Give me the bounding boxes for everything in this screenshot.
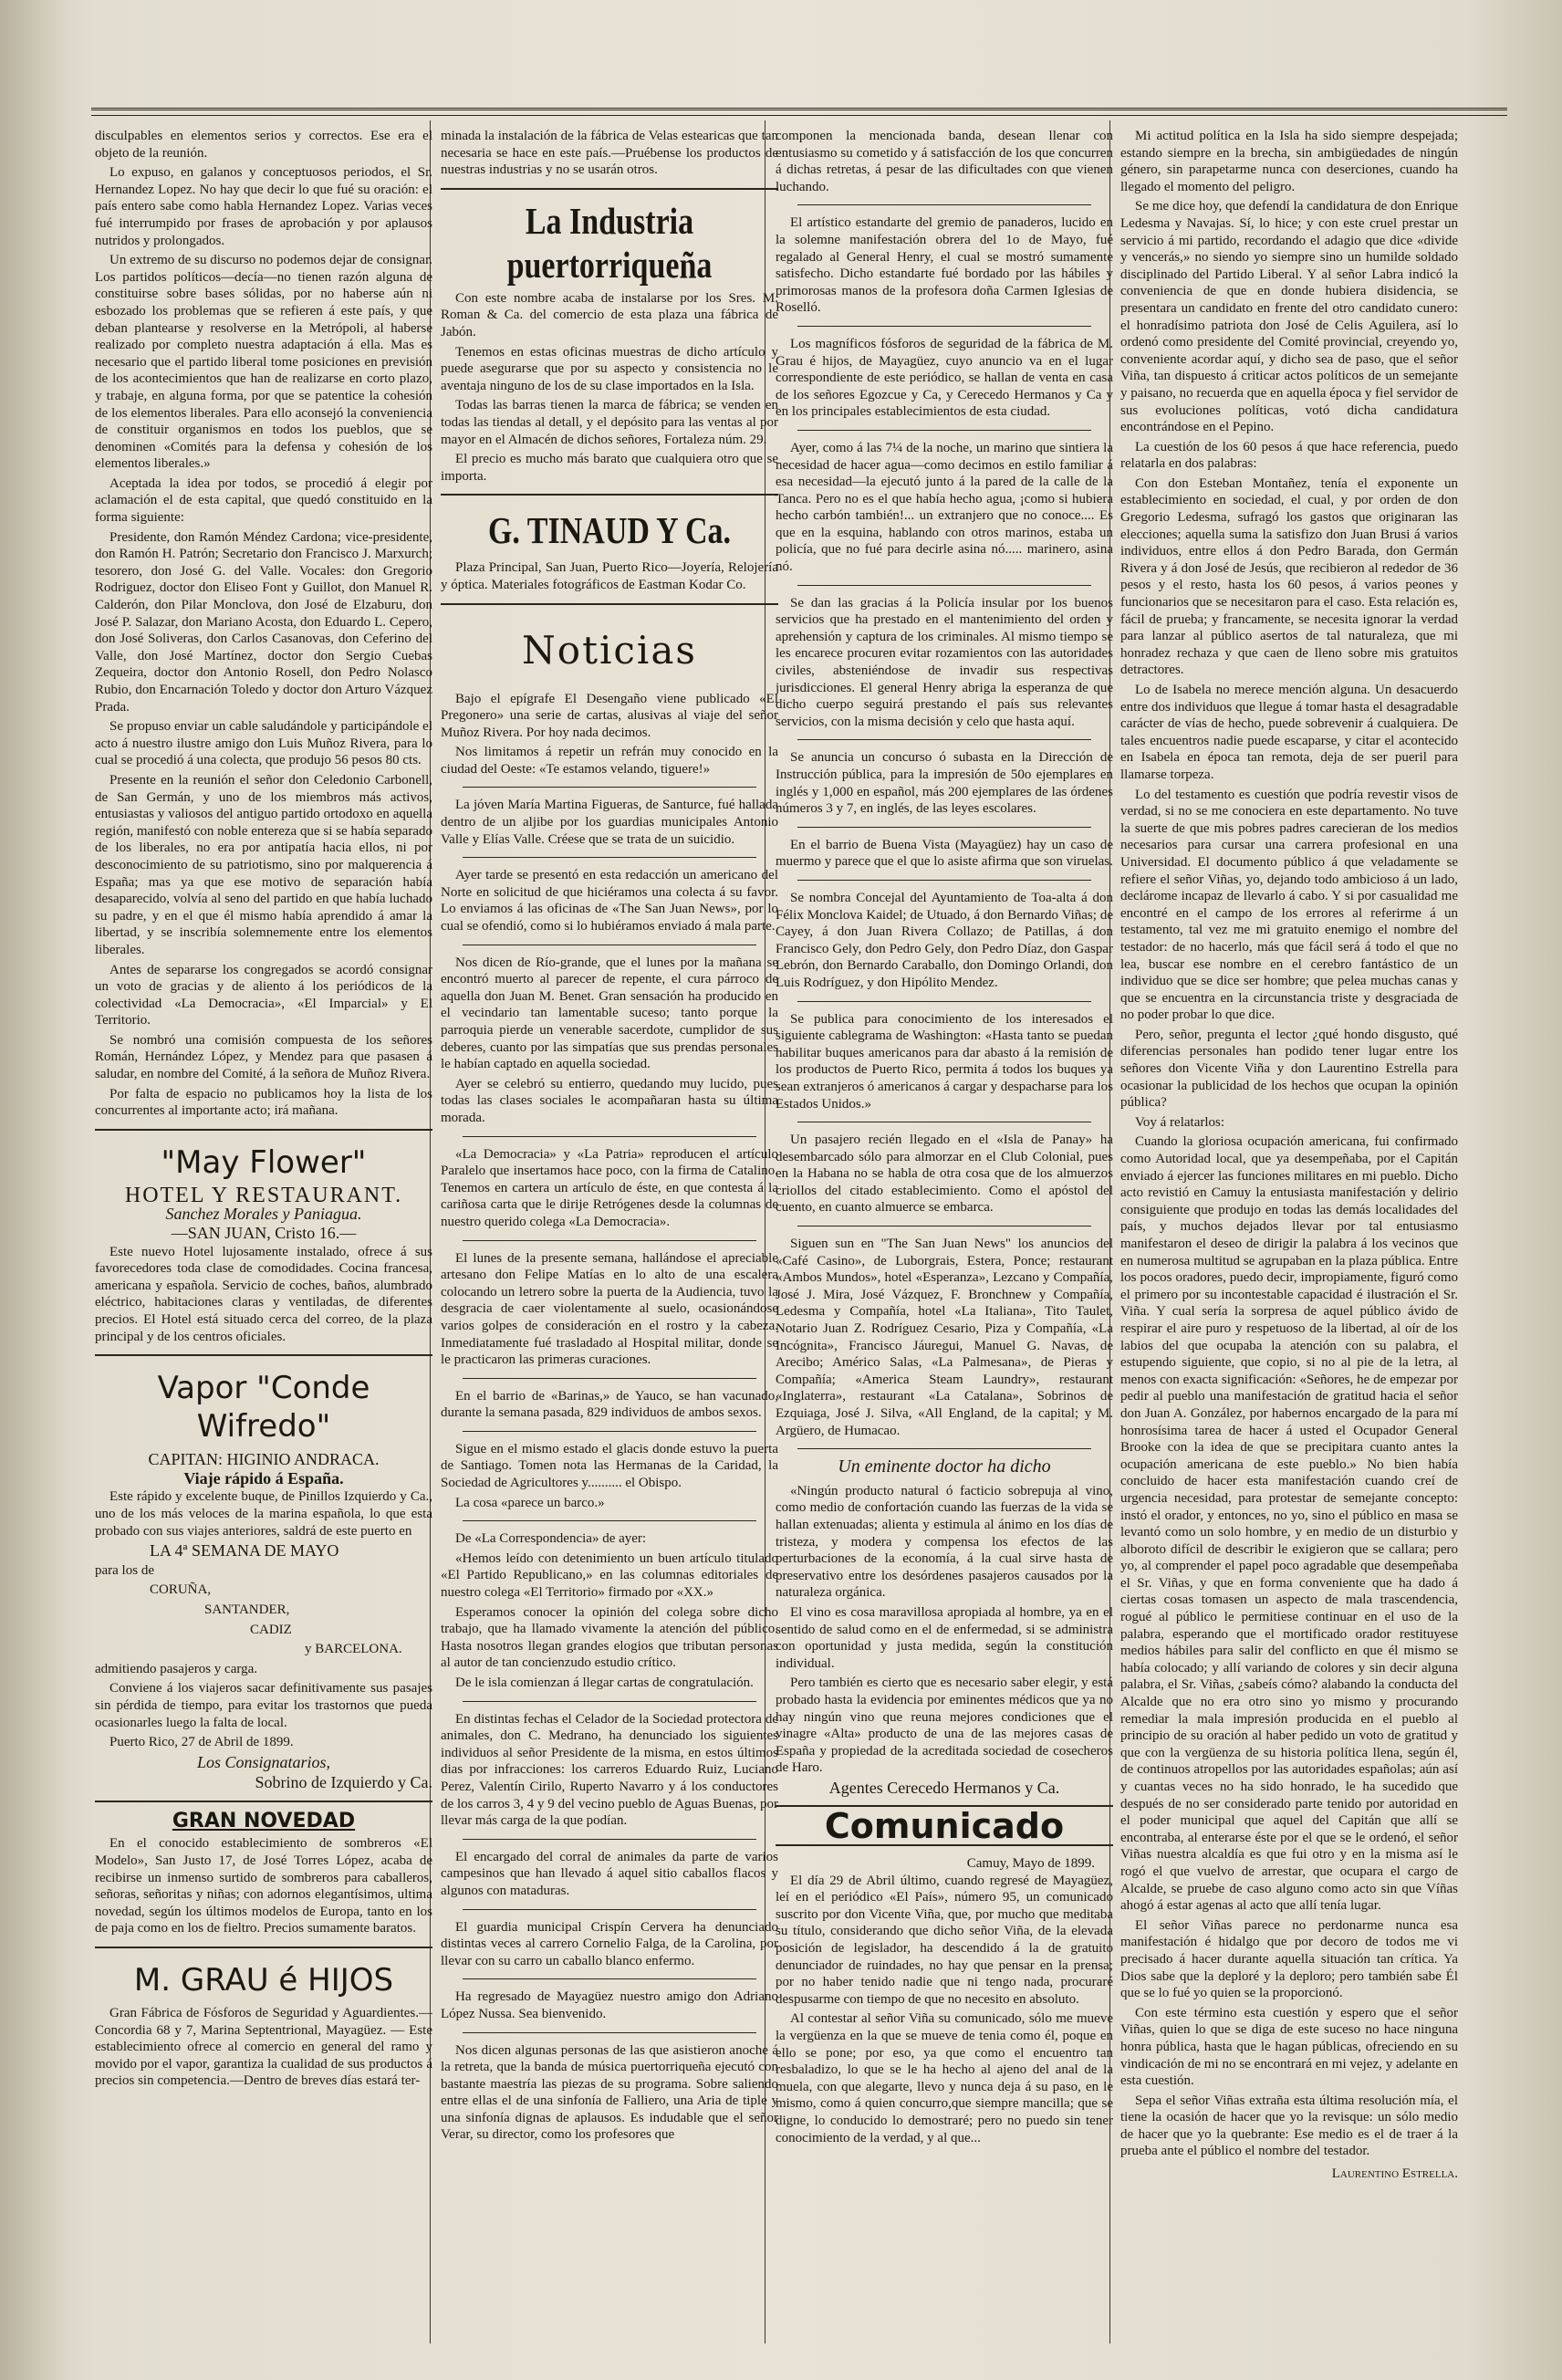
ad-trip: Viaje rápido á España. [183, 1468, 344, 1488]
article-paragraph: Pero también es cierto que es necesario saber elegir, y está probado hasta la evidencia por eminentes médicos que ya no hay ningún vino que reuna mejores condiciones que el vinagre «Alta» producto de una de las mejores casas de España y propiedad de la acreditada sociedad de cosecheros de Haro. [776, 1675, 1113, 1776]
article-paragraph: Aceptada la idea por todos, se procedió á elegir por aclamación el de esta capital, que quedó constituido en la forma siguiente: [95, 475, 432, 526]
divider [95, 1801, 432, 1802]
article-paragraph: Se propuso enviar un cable saludándole y participándole el acto á nuestro ilustre amigo don Luis Muñoz Rivera, para lo cual se procedió á una colecta, que produjo 56 pesos 80 cts. [95, 719, 432, 768]
divider [797, 204, 1091, 205]
ad-port: y BARCELONA. [305, 1642, 402, 1657]
section-title-comunicado: Comunicado [824, 1806, 1065, 1847]
divider [463, 1136, 756, 1137]
divider [441, 603, 778, 605]
divider [797, 430, 1091, 431]
ad-body: Este nuevo Hotel lujosamente instalado, ofrece á sus favorecedores toda clase de comodidades. Cocina francesa, americana y española. Servicio de coches, baños, alumbrado eléctrico, habitaciones claras y ventiladas, de diferentes precios. El Hotel está situado cerca del correo, de la plaza principal y de los centros oficiales. [95, 1244, 432, 1344]
article-paragraph: Sepa el señor Viñas extraña esta última resolución mía, el tiene la ocasión de hacer que yo la revisque: un sólo medio de hacer que yo la quebrante: Ese medio es el de traer á la prueba ante el público el nombre del testador. [1120, 2093, 1458, 2159]
ad-body: Plaza Principal, San Juan, Puerto Rico—Joyería, Relojería y óptica. Materiales fotográficos de Eastman Kodar Co. [441, 560, 778, 592]
article-paragraph: minada la instalación de la fábrica de Velas estearicas que tan necesaria se hace en este país.—Pruébense los productos de nuestras industrias y no se usarán otros. [441, 129, 778, 178]
news-item: El guardia municipal Crispín Cervera ha denunciado distintas veces al carrero Cornelio Falga, de la Carolina, por llevar con su carro un caballo blanco enfermo. [441, 1919, 778, 1968]
ad-body: Este rápido y excelente buque, de Pinillos Izquierdo y Ca., uno de los más veloces de la marina española, lo que esta probado con sus viajes anteriores, saldrá de este puerto en [95, 1489, 432, 1539]
news-item: Esperamos conocer la opinión del colega sobre dicho trabajo, que ha llamado vivamente la atención del público. Hasta nosotros llegan grandes elogios que tributan personas al autor de tan concienzudo estudio crítico. [441, 1604, 778, 1671]
divider [463, 857, 756, 858]
article-paragraph: Se nombró una comisión compuesta de los señores Román, Hernández López, y Mendez para que pasasen á saludar, en nombre del Comité, á la señora de Muñoz Rivera. [95, 1032, 432, 1082]
dateline: Camuy, Mayo de 1899. [966, 1856, 1095, 1872]
ad-body: Gran Fábrica de Fósforos de Seguridad y Aguardientes.—Concordia 68 y 7, Marina Septentrional, Mayagüez. — Este establecimiento ofrece al comercio en general del ramo y movido por el vapor, garantiza la cualidad de sus productos á precios sin competencia.—Dentro de breves días estará ter- [95, 2006, 432, 2089]
divider [797, 1001, 1091, 1002]
ad-title-vapor: Vapor "Conde Wifredo" [157, 1370, 370, 1446]
divider [797, 827, 1091, 828]
news-item: En distintas fechas el Celador de la Sociedad protectora de animales, don C. Medrano, ha denunciado los siguientes individuos al señor Presidente de la misma, en estos últimos dias por infracciones: los carreros Eduardo Ruiz, Luciano Perez, Valentín Cirilo, Ruperto Navarro y á los conductores de los carros 3, 4 y 9 del vecino pueblo de Aguas Buenas, por llevar más carga de la que podían. [441, 1711, 778, 1829]
divider [463, 1378, 756, 1379]
article-paragraph: disculpables en elementos serios y correctos. Ese era el objeto de la reunión. [95, 129, 432, 161]
article-paragraph: Un extremo de su discurso no podemos dejar de consignar. Los partidos políticos—decía—no tienen razón alguna de constituirse sobre bases sólidas, por no haberse aún ni esbozado los problemas que se refieren á este país, y que deban plantearse y resolverse en la Metrópoli, al haberse realizado por completo nuestra adaptación á ella. Mas es necesario que el partido liberal tome posiciones en previsión de los acontecimientos que han de realizarse en corto plazo, y trabaje, en alguna forma, por que se patentice la cohesión de los elementos liberales. Para ello aconsejó la conveniencia de constituir organismos en todos los pueblos, que se denominen «Comités para la defensa y cohesión de los elementos liberales.» [95, 253, 432, 472]
divider [441, 494, 778, 496]
divider [797, 739, 1091, 740]
news-item: El artístico estandarte del gremio de panaderos, lucido en la solemne manifestación obrera del 1o de Mayo, fué regalado al General Henry, el cual se mostró sumamente satisfecho. Dicho estandarte fué bordado por las hábiles y primorosas manos de la profesora doña Carmen Iglesias de Roselló. [776, 215, 1113, 316]
divider [797, 1448, 1091, 1449]
top-rule-thin [91, 115, 1507, 116]
ad-line: admitiendo pasajeros y carga. [95, 1661, 257, 1676]
ad-port: CADIZ [250, 1622, 292, 1637]
column-4 [1120, 128, 1458, 2325]
divider [463, 787, 756, 788]
article-paragraph: El día 29 de Abril último, cuando regresé de Mayagüez, leí en el periódico «El País», número 95, un comunicado suscrito por don Vicente Viña, que, por mucho que meditaba su título, considerando que dicho señor Viña, de la elevada posición de legislador, ha descendido á la de gratuito denunciador de ruindades, no hay que pensar en la prensa; por no haber tenido nadie que ni tengo nada, procuraré despusarme con tiempo de que no necesito en absoluto. [776, 1873, 1113, 2007]
ad-signature: Sobrino de Izquierdo y Ca. [255, 1773, 432, 1792]
article-paragraph: Lo del testamento es cuestión que podría revestir visos de verdad, si no se me conociera en este departamento. No tuve la suerte de que mis pobres padres carecieran de los medios necesarios para cursar una carrera profesional en una Universidad. El documento público á que veladamente se refiere el señor Viñas, yo, dejando todo ambicioso á un lado, declárome incapaz de llevarlo á cabo. Y si por casualidad me encontré en el campo de los errores al referirme á un testamento, tal vez me mi gratuito enemigo el nombre del testador: de no hacerlo, más que fácil será á todo el que no lea, buscar ese nombre en el cerebro fantástico de un individuo que se dice ser hombre; que pelea muchas canas y que se encuentra en la circunstancia triste y desgraciada de no poder probar lo que dice. [1120, 787, 1458, 1023]
news-item: De «La Correspondencia» de ayer: [455, 1531, 647, 1547]
news-item: Se anuncia un concurso ó subasta en la Dirección de Instrucción pública, para la impresión de 50o ejemplares en inglés y 1,000 en español, más 200 ejemplares de las órdenes números 3 y 7, en inglés, de las leyes escolares. [776, 750, 1113, 817]
news-item: En el barrio de Buena Vista (Mayagüez) hay un caso de muermo y parece que el que lo asiste afirma que son viruelas. [776, 837, 1113, 870]
article-paragraph: Al contestar al señor Viña su comunicado, sólo me mueve la vergüenza en la que se mueve de tenia como él, poque en ello se pone; por eso, ya que como el encuentro tan resbaladizo, lo que se le ha hecho al ajeno del anal de la muela, con que alegarte, llevo y nunca deja á su paso, en le mismo, como á quien concurro,que siempre mancilla; que se digne, lo conducido lo demostraré; pero no puedo sin tener conocimiento de la verdad, y al que... [776, 2011, 1113, 2145]
ad-title-tinaud: G. TINAUD Y Ca. [487, 511, 732, 552]
news-item: «Hemos leído con detenimiento un buen artículo titulado «El Partido Republicano,» en las columnas editoriales de nuestro colega «El Territorio» firmado por «XX.» [441, 1550, 778, 1601]
ad-port: SANTANDER, [204, 1602, 290, 1617]
article-paragraph: El vino es cosa maravillosa apropiada al hombre, ya en el sentido de salud como en el de enfermedad, si se administra con oportunidad y justa medida, según la constitución individual. [776, 1604, 1113, 1671]
news-item: El lunes de la presente semana, hallándose el apreciable artesano don Felipe Matías en lo alto de una escalera colocando un letrero sobre la puerta de la Audiencia, tuvo la desgracia de caer violentamente al suelo, ocasionándose varios golpes de consideración en el rostro y la cabeza. Inmediatamente fué trasladado al Hospital militar, donde se le practicaron las primeras curaciones. [441, 1250, 778, 1368]
news-item: Nos limitamos á repetir un refrán muy conocido en la ciudad del Oeste: «Te estamos velando, tiguere!» [441, 745, 778, 777]
signature: Laurentino Estrella. [1331, 2166, 1458, 2182]
article-paragraph: Pero, señor, pregunta el lector ¿qué hondo disgusto, qué diferencias personales han podido tener lugar entre los señores don Vicente Viña y don Laurentino Estrella para ocasionar la publicidad de los hechos que ocupan la opinión pública? [1120, 1027, 1458, 1111]
column-1 [95, 128, 432, 2325]
agents-line: Agentes Cerecedo Hermanos y Ca. [828, 1778, 1060, 1797]
ad-owners: Sanchez Morales y Paniagua. [165, 1205, 362, 1224]
page-edge-stain [0, 0, 64, 2380]
divider [463, 1431, 756, 1432]
article-paragraph: Presidente, don Ramón Méndez Cardona; vice-presidente, don Ramón H. Patrón; Secretario don Francisco J. Marxurch; tesorero, don José G. del Valle. Vocales: don Gregorio Rodriguez, doctor don Eliseo Font y Guillot, don Manuel R. Calderón, don Pilar Monclova, don José de Elzaburu, don José P. Salazar, don Mariano Acosta, don Eduardo L. Cepero, don José Soliveras, don Carlos Casanovas, don Ceferino del Valle, don José Martínez, doctor don Sergio Cuebas Zequeira, doctor don Antonio Rosell, don Pedro Nolasco Rubio, don Encarnación Toledo y doctor don Arturo Vázquez Prada. [95, 529, 432, 715]
divider [463, 1240, 756, 1241]
news-item: Ayer se celebró su entierro, quedando muy lucido, pues todas las clases sociales le acompañaran hasta su última morada. [441, 1076, 778, 1125]
news-item: «La Democracia» y «La Patria» reproducen el artículo Paralelo que insertamos hace poco, con la firma de Catalino. Tenemos en cartera un artículo de éste, en que contesta á la cariñosa carta que le dirije Retrógenes desde la columnas de nuestro querido colega «La Democracia». [441, 1146, 778, 1229]
ad-line: para los de [95, 1562, 154, 1578]
divider [95, 1354, 432, 1356]
news-item: Ayer tarde se presentó en esta redacción un americano del Norte en solicitud de que hiciéramos una colecta á su favor. Lo enviamos á las oficinas de «The San Juan News», por lo cual se ofendió, como si lo hubiéramos enviado á mala parte. [441, 868, 778, 934]
article-paragraph: Tenemos en estas oficinas muestras de dicho artículo y puede asegurarse que por su aspecto y consistencia no le aventaja ninguno de los de su clase importados en la Isla. [441, 344, 778, 393]
news-item: Se nombra Concejal del Ayuntamiento de Toa-alta á don Félix Monclova Kaidel; de Utuado, á don Bernardo Viñas; de Cayey, á don Juan Rivera Collazo; de Patillas, á don Francisco Gely, don Pedro Gely, don Pedro Díaz, don Gaspar Lebrón, don Bernardo Caraballo, don Domingo Orlandi, don Luis Rodríguez, y don Hipólito Mendez. [776, 890, 1113, 990]
divider [797, 585, 1091, 586]
divider [463, 1978, 756, 1979]
article-paragraph: Mi actitud política en la Isla ha sido siempre despejada; estando siempre en la brecha, sin ambigüedades de ningún género, sin parapetarme nunca con deserciones, cuando ha llegado el momento del peligro. [1120, 129, 1458, 194]
ad-port: CORUÑA, [150, 1582, 212, 1598]
ad-title-gran-novedad: GRAN NOVEDAD [172, 1809, 356, 1832]
article-paragraph: Cuando la gloriosa ocupación americana, fui confirmado como Autoridad local, que ya desempeñaba, por el Capitán enviado á ejercer las funciones militares en mi pueblo. Dicho acto revistió en Camuy la entusiasta manifestación y delirio consiguiente que produjo en todas las demás localidades del país, y muchos dejados llevar por tal entusiasmo manifestaron el deseo de dirigir la palabra á los vecinos que en numerosa multitud se agrupaban en la plaza pública. Entre los pocos oradores, puedo decir, impropiamente, figuró como el primero por su incontestable capacidad é ilustración el Sr. Viña. Y cual sería la sorpresa de aquel público ávido de respirar el aire puro y respetuoso de la libertad, al oír de los labios del que ocupaba la atención con su palabra, el estupendo siguiente, que copio, si no al pie de la letra, al menos con exacta significación: «Señores, he de empezar por pedir al pueblo una manifestación de gratitud hacia el señor don Juan A. González, por habernos encargado de la para mí honrosísima tarea de hacer á usted el Ocupador General Brooke con la idea de que se precipitara cuanto antes la ocupación americana de este pueblo.» No bien había concluido de hacer esta manifestación cuando creí de urgencia necesidad, para protestar de semejante concepto: instó el orador, y entonces, no yo, sino el público en masa se levantó como un solo hombre, y en medio de un disturbio y alboroto difícil de describir le exigieron que se callara; pero yo, al comprender el papel poco agradable que desempeñaba el Sr. Viñas, y que en forma conveniente que ha dado á ciertas cosas tomasen un aspecto de mala trascendencia, rogué al público le permitiese continuar en el uso de la palabra, esperando que el mortificado orador restituyese medios hábiles para salir del conflicto en que él mismo se había colocado; y allí variando de colores y sin decir alguna palabra, el Sr. Viñas, ¿sabeís cómo? alabando la conducta del Alcalde que no era otro sino yo mismo y procurando remediar la mala impresión producida en el pueblo al principio de su oración al haber pedido un voto de gratitud y que con la vergüenza de su historia política llena, según él, de continuos atropellos por las autoridades españolas; aún así y cuantas veces no ha sido honrado, le ha sucedido que después de no ser considerado parte tenido por autoridad en el poder municipal que aquel del Capitán que allí se encontraba, al enterarse éste por el que se le ordenó, el señor Viñas nuestra alcaldía es que fui otro y en la misma así le rogó el que vuelvo de arrestar, que ocupara el cargo de Alcalde, se pruebe de caso alguno como acto sin que Víñas ahogó á estar agenas al acto que allí tenía lugar. [1120, 1134, 1458, 1914]
divider [95, 1129, 432, 1131]
news-item: De le isla comienzan á llegar cartas de congratulación. [455, 1675, 754, 1690]
ad-place: Puerto Rico, 27 de Abril de 1899. [109, 1735, 294, 1750]
divider [463, 1520, 756, 1521]
article-paragraph: Lo de Isabela no merece mención alguna. Un desacuerdo entre dos individuos que llegue á tomar hasta el desagradable carácter de vías de hecho, puede sobrevenir á cualquiera. De tales encuentros nadie puede escaparse, y citar el acontecido en Isabela en época tan remota, deja de ser pueril para llamarse torpeza. [1120, 683, 1458, 782]
ad-captain: CAPITAN: HIGINIO ANDRACA. [148, 1450, 380, 1469]
headline-industria: La Industria puertorriqueña [506, 201, 713, 287]
ad-title-grau: M. GRAU é HIJOS [133, 1962, 394, 1999]
news-item: Nos dicen de Río-grande, que el lunes por la mañana se encontró muerto al parecer de repente, el cura párroco de aquella don Juan M. Benet. Gran sensación ha producido en el vecindario tan lamentable suceso; tanto porque la parroquia pierde un venerable sacerdote, cumplidor de sus deberes, cuanto por las simpatías que sus prendas personales le habían captado en aquella sociedad. [441, 955, 778, 1072]
column-3 [776, 128, 1113, 2325]
news-item: Sigue en el mismo estado el glacis donde estuvo la puerta de Santiago. Tomen nota las Hermanas de la Caridad, la Sociedad de Agricultores y.......... el Obispo. [441, 1441, 778, 1491]
ad-consignees: Los Consignatarios, [196, 1752, 331, 1771]
news-item: Ayer, como á las 7¼ de la noche, un marino que sintiera la necesidad de hacer agua—como decimos en estilo familiar á esa necesidad—la ejecutó junto á la pared de la calle de la Tanca. Pero no es el que había hecho agua, ¡como si hubiera hecho carbón también!... un extranjero que no conoce.... Es que en la esquina, hablando con otros marinos, estaba un policía, que no fué para decirle asina nó..... marinero, asina nó. [776, 440, 1113, 575]
news-item: Se dan las gracias á la Policía insular por los buenos servicios que ha prestado en el mantenimiento del orden y aprehensión y captura de los criminales. Al mismo tiempo se les encarece procuren evitar rozamientos con las autoridades civiles, absteniéndose de invadir sus respectivas jurisdicciones. El general Henry abriga la esperanza de que dicho cuerpo seguirá prestando el país sus relevantes servicios, con la misma decisión y celo que hasta aquí. [776, 595, 1113, 729]
news-item: Se publica para conocimiento de los interesados el siguiente cablegrama de Washington: «Hasta tanto se puedan habilitar buques americanos para dar abasto á la remisión de los productos de Puerto Rico, permita á todos los buques ya sean extranjeros ó americanos á cargar y despacharse para los Estados Unidos.» [776, 1011, 1113, 1112]
article-paragraph: «Ningún producto natural ó facticio sobrepuja al vino, como medio de confortación cuando las fuerzas de la vida se hallan extenuadas; alienta y estimula al ánimo en los días de tristeza, y modera y compensa los efectos de las perturbaciones de la economía, á la cual sirve hasta de preservativo entre los desórdenes pasajeros causados por la naturaleza orgánica. [776, 1483, 1113, 1601]
article-paragraph: Se me dice hoy, que defendí la candidatura de don Enrique Ledesma y Navajas. Sí, lo hice; y con este cruel prestar un servicio á mi partido, recordando el adagio que dice «divide y vencerás,» no siendo yo siempre sino un humilde soldado disciplinado del Partido Liberal. Y al señor Labra indicó la conveniencia de que en donde hubiera disidencia, se presentara un candidato en frente del otro candidato cunero: el honradísimo patriota don José de Celis Aguilera, así lo ordenó como presidente del Comité provincial, creyendo yo, conveniente acordar aquí, y dicho sea de paso, que el señor Viña, tan dispuesto á criticar actos políticos de un semejante y paisano, no recuerda que en aquella época y fiel servidor de sus evoluciones políticas, votó dicha candidatura encontrándose en el Pepino. [1120, 199, 1458, 435]
article-paragraph: Con este nombre acaba de instalarse por los Sres. M. Roman & Ca. del comercio de esta plaza una fábrica de Jabón. [441, 290, 778, 339]
article-paragraph: Presente en la reunión el señor don Celedonio Carbonell, de San Germán, y uno de los miembros más activos, entusiastas y valiosos del antiguo partido ortodoxo en aquella región, manifestó con noble entereza que si se había separado de los liberales, no era por antipatía hacia ellos, ni por desconocimiento de su patriotismo, sino por malquerencia á España; mas ya que ese motivo de separación había desaparecido, volvía al seno del partido en que había luchado su padre, y en el que él mismo había aprendido á amar la libertad, y se inscribía solemnemente entre los elementos liberales. [95, 772, 432, 957]
ad-note: Conviene á los viajeros sacar definitivamente sus pasajes sin pérdida de tiempo, para evitar los trastornos que pueda ocasionarles luego la falta de local. [95, 1681, 432, 1730]
ad-subtitle: HOTEL Y RESTAURANT. [124, 1183, 403, 1207]
article-paragraph: Con don Esteban Montañez, tenía el exponente un establecimiento en sociedad, el cual, y por orden de don Gregorio Ledesma, sufragó los gastos que originaran las elecciones; aquella suma la satisfizo don Juan Brusi á varios individuos, entre ellos á don Pedro Barada, don Germán Rivera y á don José de Jesús, que recibieron al rededor de 36 pesos y el resto, hasta los 60 pesos, á varios peones y funcionarios que se necesitaron para el caso. Esta relación es, fácil de prueba; y francamente, se necesita ignorar la verdad para lanzar al público asertos de tal naturaleza, que mi honradez rechaza y que caen de lleno sobre mis gratuitos detractores. [1120, 475, 1458, 678]
divider [797, 1226, 1091, 1227]
article-paragraph: El señor Viñas parece no perdonarme nunca esa manifestación é hidalgo que por decoro de todos me vi precisado á hacer durante aquella situación tan crítica. Ya Dios sabe que la deploré y la deploro; pero también sabe Él que se lo fué yo quien se la proporcionó. [1120, 1917, 1458, 2001]
article-paragraph: La cuestión de los 60 pesos á que hace referencia, puedo relatarla en dos palabras: [1120, 439, 1458, 472]
article-paragraph: Por falta de espacio no publicamos hoy la lista de los concurrentes al importante acto; irá mañana. [95, 1086, 432, 1119]
news-item: Bajo el epígrafe El Desengaño viene publicado «El Pregonero» una serie de cartas, alusivas al viaje del señor Muñoz Rivera. Por hoy nada decimos. [441, 691, 778, 740]
ad-body: En el conocido establecimiento de sombreros «El Modelo», San Justo 17, de José Torres López, acaba de recibirse un inmenso surtido de sombreros para caballeros, señoras, señoritas y niñas; con adornos elegantísimos, ultima novedad, según los últimos modelos de Europa, tanto en los de paja como en los de fieltro. Precios sumamente baratos. [95, 1836, 432, 1936]
article-paragraph: Con este término esta cuestión y espero que el señor Viñas, quien lo que se diga de este suceso no hace ninguna honra pública, hasta que le hagan públicas, ofreciendo en su vindicación de mi no se encontrará en mi vejez, y adelante en esta cuestión. [1120, 2005, 1458, 2089]
divider [95, 1947, 432, 1948]
divider [797, 326, 1091, 327]
divider [441, 188, 778, 190]
article-paragraph: Antes de separarse los congregados se acordó consignar un voto de gracias y de aliento á los periódicos de la colectividad «La Democracia», «El Imparcial» y El Territorio. [95, 962, 432, 1028]
article-paragraph: Lo expuso, en galanos y conceptuosos periodos, el Sr. Hernandez Lopez. No hay que decir lo que fué su oración: el país entero sabe como habla Hernandez Lopez. Varias veces fué interrumpido por frases de aprobación y por aplausos nutridos y prolongados. [95, 165, 432, 248]
ad-title-mayflower: "May Flower" [161, 1143, 367, 1181]
news-item: Un pasajero recién llegado en el «Isla de Panay» ha desembarcado sólo para almorzar en el Club Colonial, pues en la Habana no se habla de otra cosa que de los almuerzos criollos del citado establecimiento. Como el apóstol del cuento, en cuanto almuerce se embarca. [776, 1133, 1113, 1216]
news-item: Los magníficos fósforos de seguridad de la fábrica de M. Grau é hijos, de Mayagüez, cuyo anuncio va en el lugar correspondiente de este periódico, se hallan de venta en casa de los señores Egozcue y Ca, y Cerecedo Hermanos y Ca y en los principales establecimientos de esta ciudad. [776, 336, 1113, 420]
news-item: En el barrio de «Barinas,» de Yauco, se han vacunado, durante la semana pasada, 829 individuos de ambos sexos. [441, 1388, 778, 1421]
divider [797, 880, 1091, 881]
article-paragraph: Todas las barras tienen la marca de fábrica; se venden en todas las tiendas al detall, y el depósito para las ventas al por mayor en el Almacén de dichos señores, Fortaleza núm. 29. [441, 398, 778, 447]
column-2 [441, 128, 778, 2325]
article-paragraph: Voy á relatarlos: [1135, 1114, 1225, 1130]
news-item: componen la mencionada banda, desean llenar con entusiasmo su cometido y á satisfacción de los que concurren á dichas retretas, á pesar de las dificultades con que vienen luchando. [776, 129, 1113, 194]
ad-address: —SAN JUAN, Cristo 16.— [171, 1224, 357, 1243]
news-item: El encargado del corral de animales da parte de varios campesinos que han llevado á aquel sitio caballos flacos y algunos con mataduras. [441, 1849, 778, 1898]
section-title-noticias: Noticias [522, 627, 697, 673]
divider [463, 1701, 756, 1702]
news-item: Siguen sun en "The San Juan News" los anuncios del «Café Casino», de Luborgrais, Estera, Ponce; restaurant «Ambos Mundos», hotel «Esperanza», Lezcano y Compañía, José J. Mira, José Vázquez, F. Bronchnew y Compañía, Ledesma y Compañía, hotel «La Italiana», Tito Taulet, Notario Juan Z. Rodríguez Cesario, Piza y Compañía, «La Incógnita», Francisco Jáuregui, Manuel G. Navas, de Arecibo; Américo Salas, «La Palmesana», de Pieras y Compañía; «America Steam Laundry», restaurant «Inglaterra», restaurant «La Catalana», Sobrinos de Ezquiaga, José J. Silva, «All England, de la capital; y M. Argüero, de Humacao. [776, 1237, 1113, 1438]
news-item: Ha regresado de Mayagüez nuestro amigo don Adriano López Nussa. Sea bienvenido. [441, 1989, 778, 2021]
divider [463, 2032, 756, 2033]
article-paragraph: El precio es mucho más barato que cualquiera otro que se importa. [441, 452, 778, 484]
ad-date: LA 4ª SEMANA DE MAYO [150, 1541, 339, 1561]
section-title-doctor: Un eminente doctor ha dicho [838, 1456, 1051, 1477]
news-item: Nos dicen algunas personas de las que asistieron anoche á la retreta, que la banda de música puertorriqueña ejecutó con bastante maestría las piezas de su programa. Sobre saliendo entre ellas el de una sinfonía de Falliero, una Aria de tiple y una sinfonía dignas de aplausos. Es indudable que el señor Verar, su director, como los profesores que [441, 2042, 778, 2143]
news-item: La cosa «parece un barco.» [455, 1495, 605, 1510]
news-item: La jóven María Martina Figueras, de Santurce, fué hallada dentro de un aljibe por los guardias municipales Antonio Valle y Elías Valle. Créese que se trata de un suicidio. [441, 798, 778, 847]
top-rule [91, 108, 1507, 110]
divider [463, 1909, 756, 1910]
divider [463, 1839, 756, 1840]
